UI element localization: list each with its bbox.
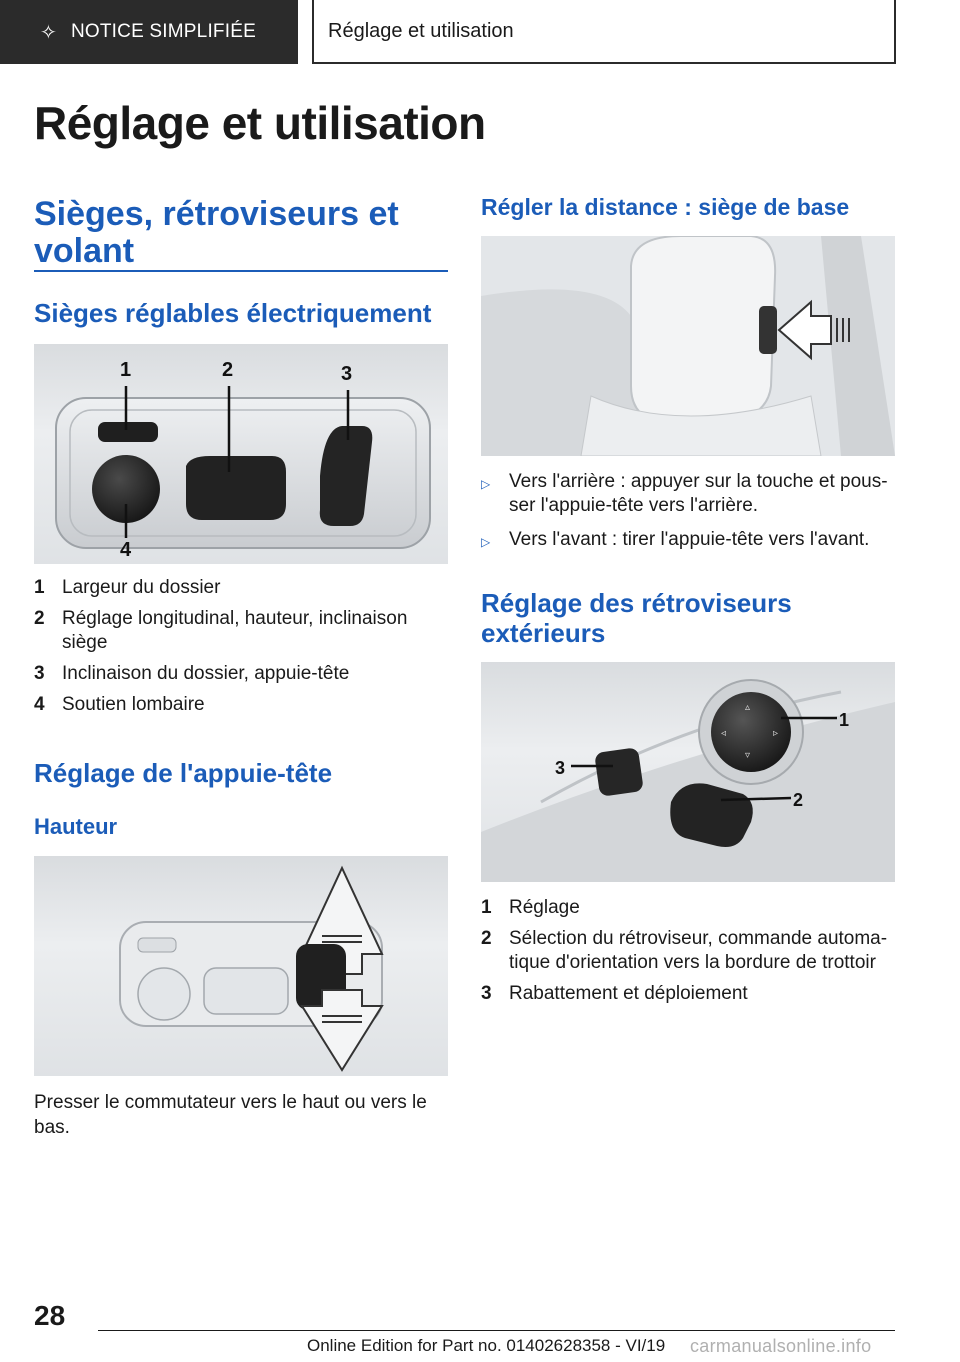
mirror-controls-illustration (481, 662, 895, 882)
distance-steps (481, 470, 895, 564)
section-title: Sièges, rétroviseurs et volant (34, 195, 399, 270)
wrench-star-icon: ✧ (40, 21, 57, 44)
legend-item: 3 Rabattement et déploiement (481, 983, 748, 1004)
page-title: Réglage et utilisation (34, 97, 486, 149)
headrest-subtitle: Hauteur (34, 814, 118, 839)
mirror-legend (481, 896, 895, 1013)
mirror-callout-1: 1 (839, 710, 850, 730)
svg-text:▵: ▵ (745, 702, 751, 713)
mirror-callout-3: 3 (555, 758, 566, 778)
headrest-instructions: Presser le commutateur vers le haut ou vers le bas. (34, 1092, 427, 1138)
list-item: ▷ Vers l'arrière : appuyer sur la touche et pous- ser l'appuie-tête vers l'arrière. (481, 471, 888, 516)
seat-callout-1: 1 (120, 359, 132, 381)
seat-legend (34, 576, 448, 724)
headrest-distance-figure (481, 236, 895, 456)
legend-item: 1 Réglage (481, 897, 580, 918)
seat-callout-3: 3 (341, 363, 353, 385)
svg-text:▿: ▿ (745, 750, 751, 761)
seat-callout-2: 2 (222, 359, 234, 381)
legend-item: 2 Sélection du rétroviseur, commande automa- tique d'orientation vers la bordure de trottoir (481, 928, 888, 973)
section-title-rule (34, 270, 448, 272)
page-header (0, 0, 960, 66)
watermark: carmanualsonline.info (690, 1336, 872, 1356)
seat-callout-4: 4 (120, 539, 132, 561)
legend-item: 4 Soutien lombaire (34, 694, 205, 715)
triangle-bullet-icon: ▷ (481, 535, 491, 549)
mirror-controls-figure (481, 662, 895, 882)
legend-item: 1 Largeur du dossier (34, 577, 221, 598)
mirrors-title: Réglage des rétroviseurs extérieurs (481, 588, 792, 648)
distance-title: Régler la distance : siège de base (481, 194, 850, 220)
svg-text:▹: ▹ (773, 728, 779, 739)
list-item: ▷ Vers l'avant : tirer l'appuie-tête vers l'avant. (481, 528, 895, 554)
headrest-height-illustration (34, 856, 448, 1076)
edition-info: Online Edition for Part no. 01402628358 - VI/19 (307, 1336, 666, 1355)
svg-text:◃: ◃ (721, 728, 727, 739)
headrest-title: Réglage de l'appuie-tête (34, 758, 333, 788)
headrest-height-figure (34, 856, 448, 1076)
seat-controls-illustration (34, 344, 448, 564)
section-tab[interactable] (312, 0, 896, 64)
mirror-callout-2: 2 (793, 790, 804, 810)
quick-guide-tab[interactable] (0, 0, 298, 64)
triangle-bullet-icon: ▷ (481, 477, 491, 491)
electric-seats-title: Sièges réglables électriquement (34, 298, 432, 328)
seat-controls-figure (34, 344, 448, 564)
page-number: 28 (34, 1300, 66, 1331)
legend-item: 3 Inclinaison du dossier, appuie-tête (34, 663, 350, 684)
quick-guide-label: NOTICE SIMPLIFIÉE (70, 21, 256, 42)
legend-item: 2 Réglage longitudinal, hauteur, inclinaison siège (34, 608, 408, 653)
footer-rule (98, 1330, 895, 1331)
section-tab-label: Réglage et utilisation (328, 19, 514, 42)
headrest-distance-illustration (481, 236, 895, 456)
